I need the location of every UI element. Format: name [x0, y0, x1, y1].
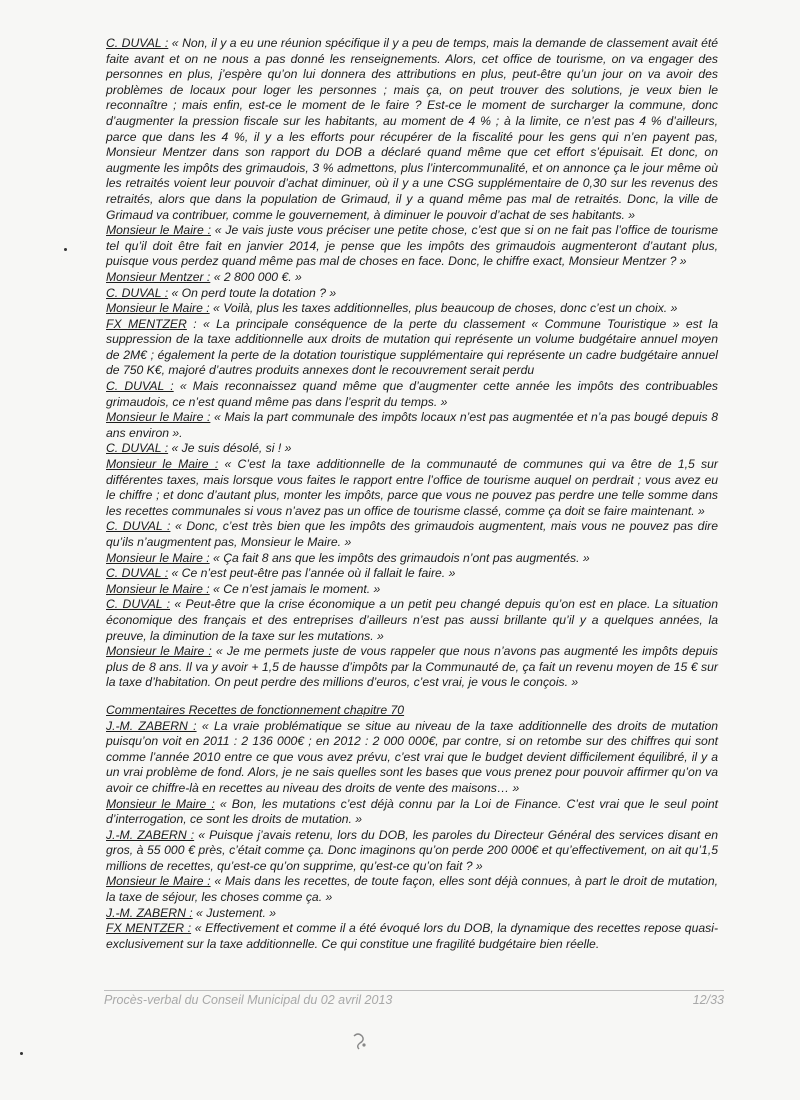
- dialogue-paragraph: [106, 223, 718, 270]
- speaker-name: FX MENTZER :: [106, 921, 192, 936]
- dialogue-paragraph: [106, 519, 718, 550]
- speaker-name: C. DUVAL :: [106, 285, 169, 300]
- speaker-name: FX MENTZER: [106, 316, 187, 331]
- speaker-name: C. DUVAL :: [106, 379, 174, 394]
- dialogue-paragraph: [106, 566, 718, 582]
- speech-text: « On perd toute la dotation ? »: [168, 285, 337, 300]
- speech-text: « Je me permets juste de vous rappeler que nous n’avons pas augmenté les impôts depuis plus de 8 ans. Il va y avoir + 1,5 de hausse d’impôts par la Communauté de, ça fait un revenu moyen de 15 € sur la taxe d’habitation. On peut perdre des millions d’euros, c’est vrai, je vous le conçois. »: [106, 644, 718, 690]
- dialogue-paragraph: [106, 797, 718, 828]
- speech-text: « Ce n’est peut-être pas l’année où il fallait le faire. »: [168, 566, 456, 581]
- speaker-name: Monsieur le Maire :: [106, 581, 210, 596]
- speech-text: « Effectivement et comme il a été évoqué lors du DOB, la dynamique des recettes repose quasi-exclusivement sur la taxe additionnelle. Ce qui constitue une fragilité budgétaire bien réelle.: [106, 921, 718, 951]
- speaker-name: C. DUVAL :: [106, 36, 169, 50]
- speech-text: « Je suis désolé, si ! »: [168, 441, 292, 456]
- dialogue-paragraph: [106, 441, 718, 457]
- speaker-name: J.-M. ZABERN :: [106, 827, 195, 842]
- speech-text: « Ça fait 8 ans que les impôts des grimaudois n’ont pas augmentés. »: [209, 550, 590, 565]
- dialogue-paragraph: [106, 644, 718, 691]
- footer-title: Procès-verbal du Conseil Municipal du 02 avril 2013: [104, 993, 393, 1007]
- dialogue-paragraph: [106, 286, 718, 302]
- speech-text: « C’est la taxe additionnelle de la communauté de communes qui va être de 1,5 sur différentes taxes, mais lorsque vous faites le rapport entre l’office de tourisme auquel on perdrait ; vous avez eu le chiffre ; et donc d’autant plus, monter les impôts, parce que vous ne pouvez pas perdre une telle somme dans les recettes communales si vous n’avez pas un office de tourisme classé, comme ça doit se faire maintenant. »: [106, 457, 718, 518]
- scan-speck: [20, 1052, 23, 1055]
- dialogue-paragraph: [106, 874, 718, 905]
- speaker-name: C. DUVAL :: [106, 441, 169, 456]
- speaker-name: Monsieur le Maire :: [106, 796, 215, 811]
- speech-text: « 2 800 000 €. »: [210, 269, 302, 284]
- dialogue-paragraph: [106, 582, 718, 598]
- dialogue-paragraph: [106, 301, 718, 317]
- speaker-name: Monsieur le Maire :: [106, 457, 219, 472]
- dialogue-block: [106, 36, 718, 691]
- speech-text: « Non, il y a eu une réunion spécifique il y a peu de temps, mais la demande de classement avait été faite avant et on ne nous a pas donné les renseignements. Alors, cet office de tourisme, on va engager des personnes en plus, j’espère qu’on lui donnera des attributions en plus, peut-être qu’un jour on va avoir des problèmes de locaux pour loger les personnes ; mais ça, on peut trouver des solutions, je veux bien le reconnaître ; mais enfin, est-ce le moment de le faire ? Est-ce le moment de surcharger la commune, donc d’augmenter la pression fiscale sur les habitants, au moment de 4 % ; à la limite, ce n’est pas 4 % d’ailleurs, parce que dans les 4 %, il y a les efforts pour récupérer de la fiscalité pour les gens qui n’en payent pas, Monsieur Mentzer dans son rapport du DOB a déclaré quand même que cet effort s’épuisait. Et donc, on augmente les impôts des grimaudois, 3 % admettons, plus l’intercommunalité, et on annonce ça le jour même où les retraités voient leur pouvoir d’achat diminuer, où il y a une CSG supplémentaire de 0,30 sur les revenus des retraités, alors que dans la population de Grimaud, il y a quand même pas mal de retraités. Donc, la ville de Grimaud va contribuer, comme le gouvernement, à diminuer le pouvoir d’achat de ses habitants. »: [106, 36, 719, 222]
- dialogue-paragraph: [106, 906, 718, 922]
- speech-text: « Justement. »: [192, 905, 276, 920]
- page-footer: [104, 990, 724, 1007]
- speaker-name: Monsieur le Maire :: [106, 874, 211, 889]
- dialogue-paragraph: [106, 317, 718, 379]
- speaker-name: J.-M. ZABERN :: [106, 718, 197, 733]
- speech-text: « La vraie problématique se situe au niveau de la taxe additionnelle des droits de mutation puisqu’on voit en 2011 : 2 136 000€ ; en 2012 : 2 000 000€, par contre, si on retombe sur des chiffres qui sont comme l’année 2010 entre ce que vous avez prévu, c’est vrai que le budget devient difficilement équilibré, il y a un vrai problème de fond. Alors, je ne sais quelles sont les bases que vous prenez pour pouvoir affirmer qu’on va avoir ce chiffre-là en recettes au niveau des droits de vente des maisons… »: [106, 718, 719, 795]
- speech-text: « Je vais juste vous préciser une petite chose, c’est que si on ne fait pas l’office de tourisme tel qu’il doit être fait en janvier 2014, je pense que les impôts des grimaudois augmenteront d’autant plus, puisque vous perdez quand même pas mal de choses en face. Donc, le chiffre exact, Monsieur Mentzer ? »: [106, 223, 718, 269]
- speech-text: « Voilà, plus les taxes additionnelles, plus beaucoup de choses, donc c’est un choix. »: [209, 301, 678, 316]
- speech-text: « Mais la part communale des impôts locaux n’est pas augmentée et n’a pas bougé depuis 8 ans environ ».: [106, 410, 718, 440]
- dialogue-paragraph: [106, 270, 718, 286]
- speaker-name: Monsieur le Maire :: [106, 410, 211, 425]
- speaker-name: J.-M. ZABERN :: [106, 905, 193, 920]
- dialogue-paragraph: [106, 551, 718, 567]
- dialogue-paragraph: [106, 828, 718, 875]
- speech-text: « Donc, c’est très bien que les impôts des grimaudois augmentent, mais vous ne pouvez pas dire qu’ils n’augmentent pas, Monsieur le Maire. »: [106, 519, 719, 549]
- dialogue-paragraph: [106, 379, 718, 410]
- speech-text: « Mais dans les recettes, de toute façon, elles sont déjà connues, à part le droit de mutation, la taxe de séjour, les choses comme ça. »: [106, 874, 718, 905]
- scan-speck: [64, 248, 67, 251]
- speaker-name: Monsieur le Maire :: [106, 550, 210, 565]
- dialogue-paragraph: [106, 921, 718, 952]
- speaker-name: C. DUVAL :: [106, 566, 169, 581]
- dialogue-paragraph: [106, 597, 718, 644]
- dialogue-paragraph: [106, 410, 718, 441]
- speaker-name: C. DUVAL :: [106, 519, 171, 534]
- dialogue-paragraph: [106, 457, 718, 519]
- dialogue-paragraph: [106, 36, 718, 223]
- section-dialogue-block: [106, 719, 718, 953]
- speaker-name: Monsieur le Maire :: [106, 301, 210, 316]
- speaker-name: C. DUVAL :: [106, 597, 171, 612]
- scan-mark-icon: [350, 1030, 370, 1052]
- speech-text: « Bon, les mutations c’est déjà connu par la Loi de Finance. C’est vrai que le seul point d’interrogation, ce sont les droits de mutation. »: [106, 796, 718, 827]
- speech-text: : « La principale conséquence de la perte du classement « Commune Touristique » est la suppression de la taxe additionnelle aux droits de mutation qui représente un volume budgétaire annuel moyen de 2M€ ; également la perte de la dotation touristique supplémentaire qui représente un cadre budgétaire annuel de 750 K€, majoré d’autres produits annexes dont le recouvrement serait perdu: [106, 316, 718, 378]
- speech-text: « Puisque j’avais retenu, lors du DOB, les paroles du Directeur Général des services disant en gros, à 55 000 € près, c’était comme ça. Donc imaginons qu’on perde 200 000€ et qu’effectivement, on ait qu’1,5 millions de recettes, qu’est-ce qu’on supprime, qu’est-ce qu’on fait ? »: [106, 827, 718, 873]
- document-body: [106, 36, 718, 952]
- section-title: Commentaires Recettes de fonctionnement chapitre 70: [106, 702, 405, 717]
- page-number: 12/33: [692, 993, 724, 1007]
- speech-text: « Mais reconnaissez quand même que d’augmenter cette année les impôts des contribuables grimaudois, ce n’est quand même pas dans l’esprit du temps. »: [106, 379, 719, 409]
- speaker-name: Monsieur Mentzer :: [106, 269, 211, 284]
- dialogue-paragraph: [106, 719, 718, 797]
- speaker-name: Monsieur le Maire :: [106, 644, 212, 659]
- speaker-name: Monsieur le Maire :: [106, 223, 211, 238]
- speech-text: « Ce n’est jamais le moment. »: [209, 581, 381, 596]
- speech-text: « Peut-être que la crise économique a un petit peu changé depuis qu’on est en place. La situation économique des français et des entreprises d’ailleurs n’est pas aussi brillante qu’il y a quelques années, la preuve, la diminution de la taxe sur les mutations. »: [106, 597, 718, 643]
